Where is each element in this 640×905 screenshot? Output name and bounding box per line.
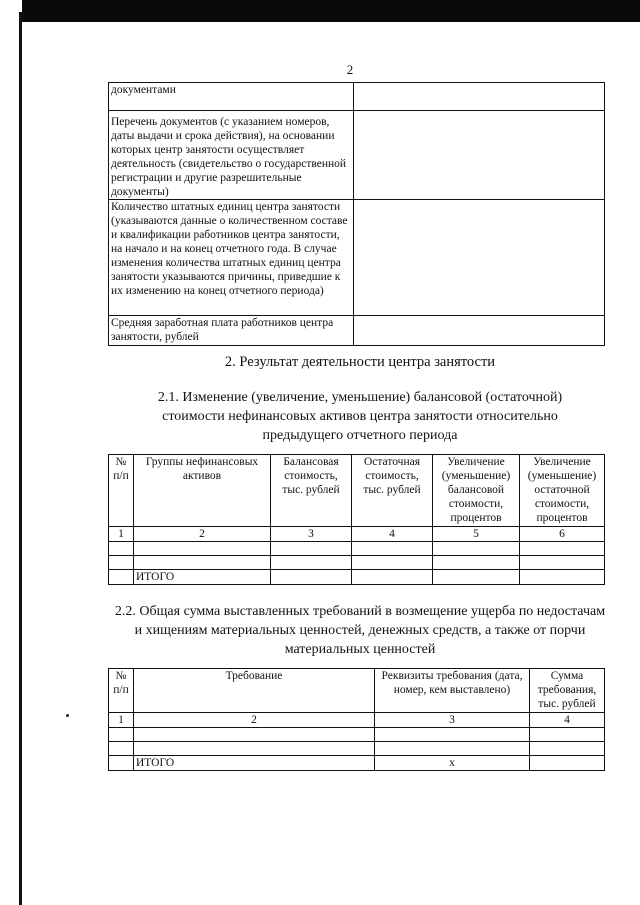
total-label: ИТОГО xyxy=(134,570,271,585)
table-row xyxy=(109,728,605,742)
col-number: 2 xyxy=(134,713,375,728)
info-row xyxy=(109,111,605,200)
total-row xyxy=(109,756,605,771)
table-header-row xyxy=(109,455,605,527)
col-header: № п/п xyxy=(109,669,134,713)
column-number-row xyxy=(109,527,605,542)
section21-title: 2.1. Изменение (увеличение, уменьшение) балансовой (остаточной) стоимости нефинансовых активов центра занятости относительно предыдущего отчетного периода xyxy=(157,390,563,443)
col-number: 3 xyxy=(271,527,352,542)
table-row xyxy=(109,742,605,756)
info-label: документами xyxy=(109,83,354,111)
section22-title: 2.2. Общая сумма выставленных требований в возмещение ущерба по недостачам и хищениям материальных ценностей, денежных средств, а также от порчи материальных ценностей xyxy=(114,604,606,657)
col-number: 3 xyxy=(375,713,530,728)
scan-top-border xyxy=(22,0,640,22)
col-number: 4 xyxy=(352,527,433,542)
page-number: 2 xyxy=(346,62,354,77)
info-table xyxy=(108,82,605,346)
col-header: Остаточная стоимость, тыс. рублей xyxy=(352,455,433,527)
info-label: Количество штатных единиц центра занятости (указываются данные о количественном составе и квалификации работников центра занятости, на начало и на конец отчетного года. В случае изменения количества штатных единиц центра занятости указываются причины, приведшие к их изменению на конец отчетного периода) xyxy=(109,200,354,316)
info-row xyxy=(109,83,605,111)
info-value xyxy=(354,111,605,200)
col-header: Балансовая стоимость, тыс. рублей xyxy=(271,455,352,527)
info-row xyxy=(109,316,605,346)
col-number: 5 xyxy=(433,527,520,542)
total-mark: x xyxy=(375,756,530,771)
info-value xyxy=(354,316,605,346)
col-number: 1 xyxy=(109,713,134,728)
col-number: 4 xyxy=(530,713,605,728)
total-label: ИТОГО xyxy=(134,756,375,771)
info-label: Средняя заработная плата работников центра занятости, рублей xyxy=(109,316,354,346)
table-row xyxy=(109,542,605,556)
info-row xyxy=(109,200,605,316)
col-header: Требование xyxy=(134,669,375,713)
section2-title: 2. Результат деятельности центра занятости xyxy=(224,354,496,370)
info-label: Перечень документов (с указанием номеров, даты выдачи и срока действия), на основании которых центр занятости осуществляет деятельность (свидетельство о государственной регистрации и другие разрешительные документы) xyxy=(109,111,354,200)
scan-left-border xyxy=(0,0,22,905)
col-header: Сумма требования, тыс. рублей xyxy=(530,669,605,713)
column-number-row xyxy=(109,713,605,728)
total-row xyxy=(109,570,605,585)
col-header: № п/п xyxy=(109,455,134,527)
col-header: Группы нефинансовых активов xyxy=(134,455,271,527)
scan-speck xyxy=(66,714,69,717)
col-header: Реквизиты требования (дата, номер, кем выставлено) xyxy=(375,669,530,713)
col-header: Увеличение (уменьшение) балансовой стоимости, процентов xyxy=(433,455,520,527)
col-header: Увеличение (уменьшение) остаточной стоимости, процентов xyxy=(520,455,605,527)
col-number: 1 xyxy=(109,527,134,542)
table-header-row xyxy=(109,669,605,713)
table-row xyxy=(109,556,605,570)
col-number: 6 xyxy=(520,527,605,542)
assets-table xyxy=(108,454,605,585)
claims-table xyxy=(108,668,605,771)
info-value xyxy=(354,200,605,316)
info-value xyxy=(354,83,605,111)
col-number: 2 xyxy=(134,527,271,542)
